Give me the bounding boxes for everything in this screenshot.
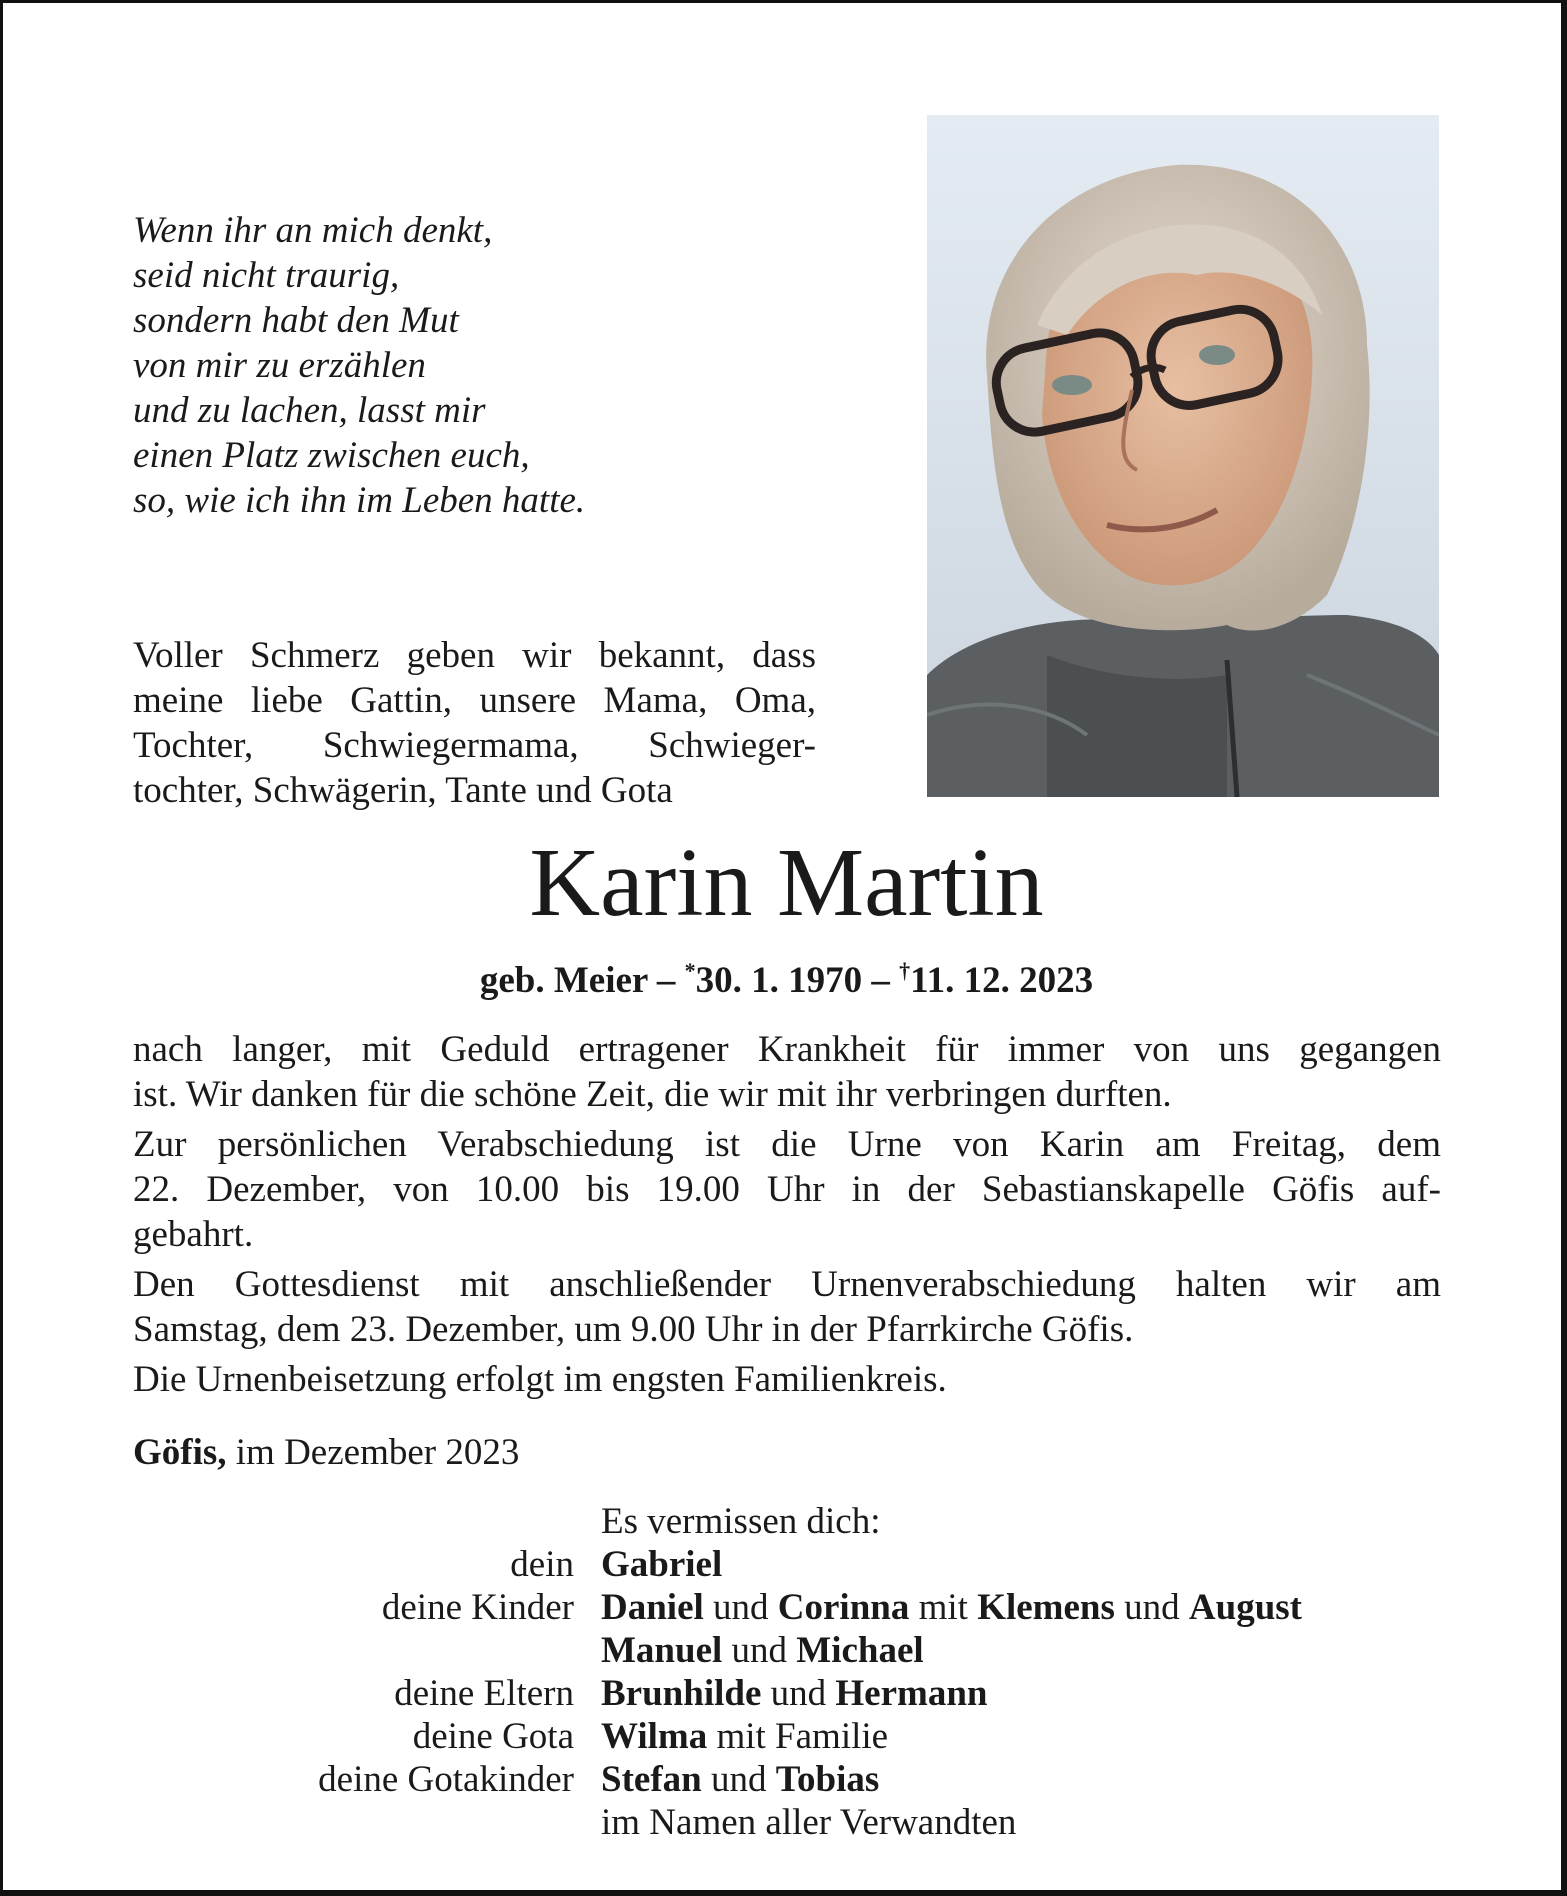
announcement-intro: [133, 633, 816, 813]
relation-label: deine Gota: [412, 1716, 574, 1757]
connector: und: [713, 1587, 769, 1628]
connector: und: [731, 1630, 788, 1671]
portrait-illustration: [927, 115, 1439, 797]
poem-line: von mir zu erzählen: [133, 345, 426, 386]
birth-date: 30. 1. 1970: [695, 960, 863, 1001]
person-name: Manuel: [601, 1630, 723, 1671]
place-date: im Dezember 2023: [235, 1432, 520, 1473]
connector: und: [1124, 1587, 1180, 1628]
poem-line: sondern habt den Mut: [133, 300, 459, 341]
connector: mit: [918, 1587, 968, 1628]
body-line: ist. Wir danken für die schöne Zeit, die wir mit ihr verbringen durften.: [133, 1074, 1172, 1115]
body-line: Die Urnenbeisetzung erfolgt im engsten Familienkreis.: [133, 1359, 947, 1400]
separator: –: [871, 960, 890, 1001]
person-name: Daniel: [601, 1587, 704, 1628]
body-line: Zur persönlichen Verabschiedung ist die Urne von Karin am Freitag, dem: [133, 1124, 1441, 1165]
mourners-heading-row: [3, 1500, 1567, 1543]
poem-line: einen Platz zwischen euch,: [133, 435, 530, 476]
intro-line: Voller Schmerz geben wir bekannt, dass: [133, 635, 816, 676]
relation-label: deine Kinder: [381, 1587, 574, 1628]
person-name: Klemens: [977, 1587, 1115, 1628]
person-name: Tobias: [775, 1759, 880, 1800]
body-line: Samstag, dem 23. Dezember, um 9.00 Uhr in der Pfarrkirche Göfis.: [133, 1309, 1134, 1350]
paragraph-farewell: [133, 1122, 1441, 1257]
mourner-row: [3, 1672, 1567, 1715]
place-and-date: [133, 1430, 519, 1475]
intro-line: Tochter, Schwiegermama, Schwieger-: [133, 725, 816, 766]
person-name: Brunhilde: [601, 1673, 762, 1714]
connector: mit Familie: [716, 1716, 889, 1757]
memorial-poem: [133, 208, 585, 523]
mourner-row: [3, 1715, 1567, 1758]
portrait-photo: [927, 115, 1439, 797]
birth-name: geb. Meier: [479, 960, 648, 1001]
relation-names: [601, 1586, 1302, 1629]
body-line: nach langer, mit Geduld ertragener Krankheit für immer von uns gegangen: [133, 1029, 1441, 1070]
person-name: Michael: [796, 1630, 924, 1671]
body-line: 22. Dezember, von 10.00 bis 19.00 Uhr in der Sebastianskapelle Göfis auf-: [133, 1169, 1441, 1210]
relation-names: [601, 1758, 879, 1801]
place-town: Göfis,: [133, 1432, 227, 1473]
relation-names: [601, 1629, 924, 1672]
life-dates: [3, 948, 1567, 1004]
person-name: August: [1188, 1587, 1303, 1628]
mourner-row: [3, 1758, 1567, 1801]
relation-label: deine Eltern: [394, 1673, 574, 1714]
person-name: Gabriel: [601, 1544, 723, 1585]
relation-label: deine Gotakinder: [318, 1759, 574, 1800]
paragraph-passing: [133, 1027, 1441, 1117]
obituary-body: [133, 1027, 1441, 1407]
poem-line: so, wie ich ihn im Leben hatte.: [133, 480, 586, 521]
mourners-closing: im Namen aller Verwandten: [601, 1802, 1017, 1843]
poem-line: und zu lachen, lasst mir: [133, 390, 486, 431]
intro-line: meine liebe Gattin, unsere Mama, Oma,: [133, 680, 816, 721]
relation-names: [601, 1543, 722, 1586]
relation-label: dein: [510, 1544, 574, 1585]
person-name: Wilma: [601, 1716, 708, 1757]
person-name: Hermann: [835, 1673, 988, 1714]
birth-symbol: *: [684, 958, 696, 983]
mourner-row: [3, 1586, 1567, 1629]
person-name: Corinna: [777, 1587, 910, 1628]
connector: und: [710, 1759, 767, 1800]
mourner-row: [3, 1801, 1567, 1844]
connector: und: [770, 1673, 827, 1714]
intro-line: tochter, Schwägerin, Tante und Gota: [133, 770, 673, 811]
body-line: gebahrt.: [133, 1214, 254, 1255]
death-symbol: †: [899, 958, 911, 983]
poem-line: Wenn ihr an mich denkt,: [133, 210, 493, 251]
death-date: 11. 12. 2023: [910, 960, 1094, 1001]
paragraph-burial: [133, 1357, 1441, 1402]
mourners-heading: Es vermissen dich:: [601, 1501, 881, 1542]
poem-line: seid nicht traurig,: [133, 255, 400, 296]
separator: –: [656, 960, 676, 1001]
body-line: Den Gottesdienst mit anschließender Urnenverabschiedung halten wir am: [133, 1264, 1441, 1305]
relation-names: [601, 1672, 988, 1715]
mourner-row: [3, 1543, 1567, 1586]
mourner-row: [3, 1629, 1567, 1672]
paragraph-service: [133, 1262, 1441, 1352]
person-name: Stefan: [601, 1759, 702, 1800]
mourners-list: [3, 1500, 1567, 1844]
deceased-name: Karin Martin: [529, 829, 1044, 937]
relation-names: [601, 1715, 888, 1758]
